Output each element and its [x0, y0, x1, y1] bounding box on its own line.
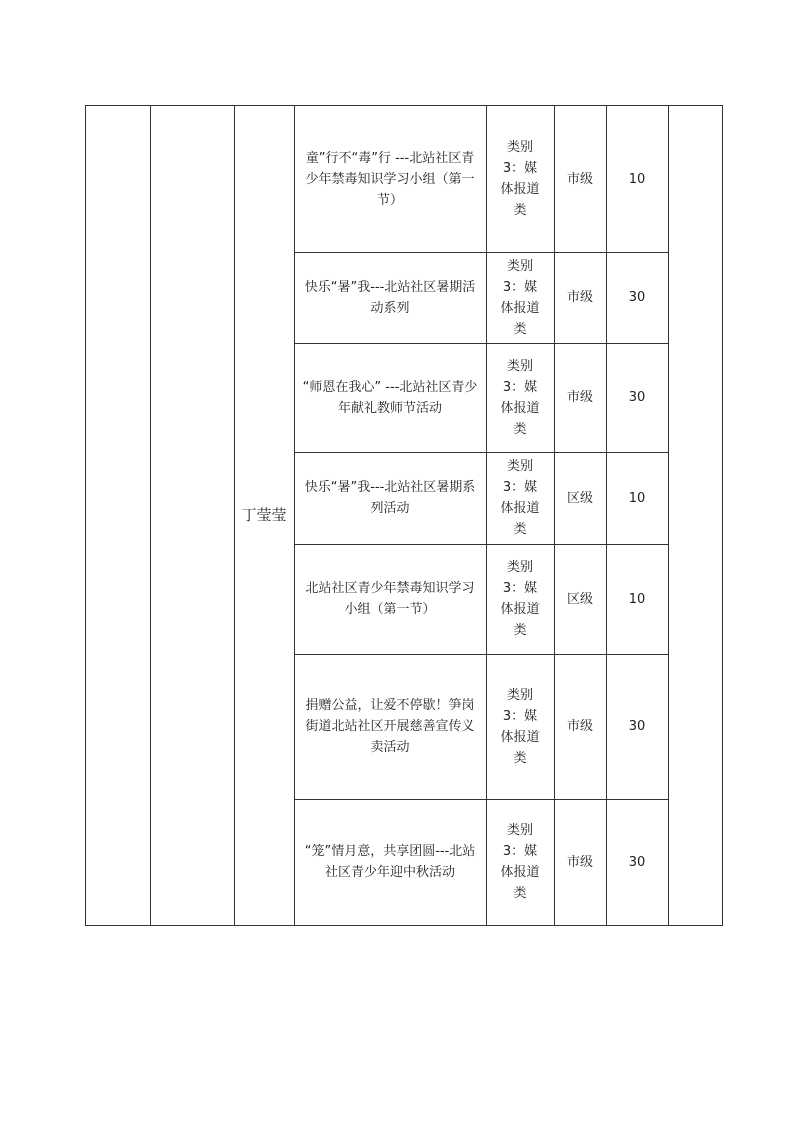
empty-cell [150, 106, 234, 925]
activity-category: 类别 3：媒体报道类 [500, 140, 540, 218]
activity-category: 类别 3：媒体报道类 [500, 687, 540, 766]
activity-title: 快乐“暑”我---北站社区暑期活动系列 [304, 279, 476, 316]
activity-level: 市级 [566, 171, 593, 187]
activity-title: “笼”情月意，共享团圆---北站社区青少年迎中秋活动 [304, 844, 476, 880]
activity-category: 类别 3：媒体报道类 [500, 258, 540, 337]
activity-title: 快乐“暑”我---北站社区暑期系列活动 [304, 480, 476, 516]
activity-score: 30 [628, 719, 646, 734]
activity-level: 市级 [566, 719, 593, 734]
activity-score: 10 [628, 490, 646, 506]
activity-title: “师恩在我心” ---北站社区青少年献礼教师节活动 [302, 379, 478, 416]
activity-title: 捐赠公益，让爱不停歇！笋岗街道北站社区开展慈善宣传义卖活动 [305, 698, 475, 755]
activity-level: 市级 [566, 854, 593, 870]
activity-category: 类别 3：媒体报道类 [500, 823, 540, 901]
activity-score: 30 [628, 290, 646, 305]
empty-cell [668, 106, 722, 925]
activity-category: 类别 3：媒体报道类 [500, 560, 540, 638]
activity-score: 30 [628, 854, 646, 870]
empty-cell [86, 106, 150, 925]
activity-title: 北站社区青少年禁毒知识学习小组（第一节） [305, 581, 475, 617]
activity-level: 区级 [566, 591, 593, 607]
activity-level: 市级 [566, 290, 593, 305]
person-name: 丁莹莹 [241, 506, 287, 524]
activity-level: 区级 [566, 490, 593, 506]
activity-score: 30 [628, 390, 646, 405]
activity-title: 童”行不“毒”行 ---北站社区青少年禁毒知识学习小组（第一节） [305, 150, 475, 208]
activity-level: 市级 [566, 390, 593, 405]
record-table [85, 105, 723, 926]
activity-category: 类别 3：媒体报道类 [500, 459, 540, 537]
activity-category: 类别 3：媒体报道类 [500, 358, 540, 437]
activity-score: 10 [628, 171, 646, 187]
activity-score: 10 [628, 591, 646, 607]
